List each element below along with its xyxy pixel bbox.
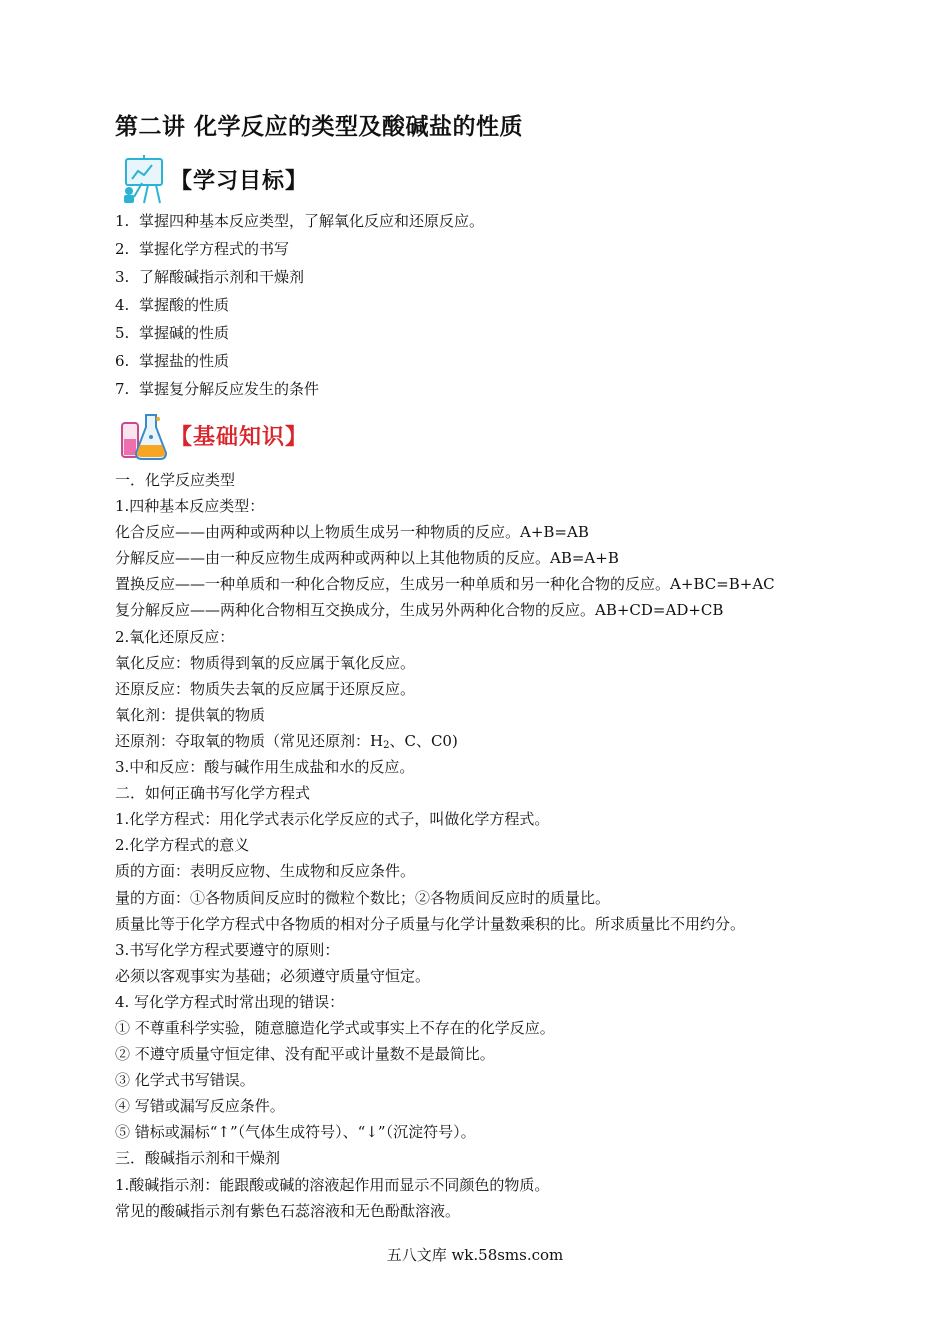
paragraph: 置换反应——一种单质和一种化合物反应，生成另一种单质和另一种化合物的反应。A+BC=B+AC <box>115 575 775 594</box>
paragraph: 量的方面：①各物质间反应时的微粒个数比；②各物质间反应时的质量比。 <box>115 888 611 907</box>
paragraph: 质的方面：表明反应物、生成物和反应条件。 <box>115 862 416 881</box>
paragraph: ② 不遵守质量守恒定律、没有配平或计量数不是最简比。 <box>115 1045 495 1064</box>
paragraph: ③ 化学式书写错误。 <box>115 1071 255 1090</box>
learning-goals-list <box>115 207 484 403</box>
paragraph: 化合反应——由两种或两种以上物质生成另一种物质的反应。A+B=AB <box>115 523 589 542</box>
list-item: 5. 掌握碱的性质 <box>115 324 230 342</box>
paragraph: 常见的酸碱指示剂有紫色石蕊溶液和无色酚酞溶液。 <box>115 1201 461 1220</box>
paragraph: 氧化剂：提供氧的物质 <box>115 705 266 724</box>
heading-equations: 二．如何正确书写化学方程式 <box>115 784 311 803</box>
page-footer: 五八文库 wk.58sms.com <box>386 1246 564 1264</box>
paragraph: 还原反应：物质失去氧的反应属于还原反应。 <box>115 679 416 698</box>
paragraph: 分解反应——由一种反应物生成两种或两种以上其他物质的反应。AB=A+B <box>115 549 619 568</box>
paragraph: 3.书写化学方程式要遵守的原则： <box>115 940 340 959</box>
section-title: 【学习目标】 <box>170 168 309 194</box>
list-item: 4. 掌握酸的性质 <box>115 296 230 314</box>
paragraph: 3.中和反应：酸与碱作用生成盐和水的反应。 <box>115 758 415 777</box>
paragraph: 质量比等于化学方程式中各物质的相对分子质量与化学计量数乘积的比。所求质量比不用约分。 <box>115 914 746 933</box>
section-title: 【基础知识】 <box>170 424 309 450</box>
list-item: 7. 掌握复分解反应发生的条件 <box>115 380 320 398</box>
paragraph: 复分解反应——两种化合物相互交换成分，生成另外两种化合物的反应。AB+CD=AD+CB <box>115 601 724 620</box>
paragraph: 1.酸碱指示剂：能跟酸或碱的溶液起作用而显示不同颜色的物质。 <box>115 1175 550 1194</box>
page-title: 第二讲 化学反应的类型及酸碱盐的性质 <box>115 114 524 140</box>
paragraph: 2.化学方程式的意义 <box>115 836 250 855</box>
paragraph: 氧化反应：物质得到氧的反应属于氧化反应。 <box>115 653 416 672</box>
paragraph: 还原剂：夺取氧的物质（常见还原剂：$H_2$、C、C0) <box>115 731 458 751</box>
paragraph: ⑤ 错标或漏标“↑”（气体生成符号）、“↓”（沉淀符号）。 <box>115 1123 476 1142</box>
paragraph: 1.四种基本反应类型： <box>115 497 265 516</box>
list-item: 6. 掌握盐的性质 <box>115 352 230 370</box>
teaching-board-icon <box>118 153 168 205</box>
section-learning-goals <box>118 150 308 208</box>
heading-reaction-types: 一．化学反应类型 <box>115 471 236 489</box>
paragraph: ④ 写错或漏写反应条件。 <box>115 1097 285 1116</box>
paragraph: 必须以客观事实为基础；必须遵守质量守恒定。 <box>115 966 431 985</box>
list-item: 2. 掌握化学方程式的书写 <box>115 240 290 258</box>
heading-indicators: 三．酸碱指示剂和干燥剂 <box>115 1149 281 1168</box>
list-item: 1. 掌握四种基本反应类型，了解氧化反应和还原反应。 <box>115 212 485 230</box>
body-text <box>115 467 775 1224</box>
paragraph: 2.氧化还原反应： <box>115 627 235 646</box>
paragraph: ① 不尊重科学实验，随意臆造化学式或事实上不存在的化学反应。 <box>115 1018 555 1037</box>
section-basic-knowledge <box>118 406 308 464</box>
paragraph: 1.化学方程式：用化学式表示化学反应的式子，叫做化学方程式。 <box>115 810 550 829</box>
flask-icon <box>118 409 168 461</box>
list-item: 3. 了解酸碱指示剂和干燥剂 <box>115 268 305 286</box>
paragraph: 4. 写化学方程式时常出现的错误： <box>115 992 345 1011</box>
